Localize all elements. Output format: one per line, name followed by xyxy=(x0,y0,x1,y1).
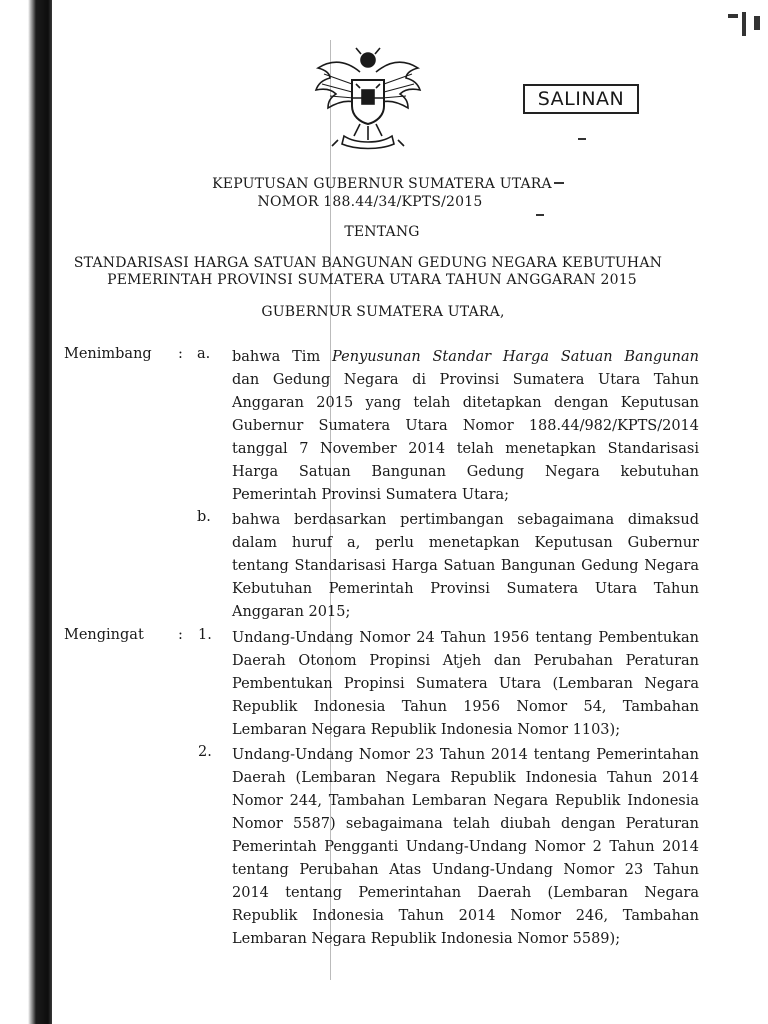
tentang-heading: TENTANG xyxy=(344,224,420,240)
paragraph-line: Daerah Otonom Propinsi Atjeh dan Perubahan Peraturan xyxy=(232,653,699,669)
paragraph-line: Nomor 244, Tambahan Lembaran Negara Republik Indonesia xyxy=(232,793,699,809)
subject-line-2: PEMERINTAH PROVINSI SUMATERA UTARA TAHUN ANGGARAN 2015 xyxy=(107,272,637,288)
garuda-emblem-icon xyxy=(308,40,428,152)
paragraph-line: Lembaran Negara Republik Indonesia Nomor 1103); xyxy=(232,722,621,738)
scan-speck xyxy=(728,14,738,18)
paragraph-line: Daerah (Lembaran Negara Republik Indonesia Tahun 2014 xyxy=(232,770,699,786)
paragraph-line: Nomor 5587) sebagaimana telah diubah dengan Peraturan xyxy=(232,816,699,832)
paragraph-line: dalam huruf a, perlu menetapkan Keputusan Gubernur xyxy=(232,535,699,551)
scan-speck xyxy=(742,12,746,36)
decree-title: KEPUTUSAN GUBERNUR SUMATERA UTARA xyxy=(212,176,552,192)
paragraph-line: Kebutuhan Pemerintah Provinsi Sumatera Utara Tahun xyxy=(232,581,699,597)
paragraph-line xyxy=(232,346,699,369)
scan-speck xyxy=(754,16,760,30)
paragraph-line: Anggaran 2015 yang telah ditetapkan dengan Keputusan xyxy=(232,395,699,411)
mengingat-label: Mengingat xyxy=(64,627,144,643)
paragraph-line: Republik Indonesia Tahun 2014 Nomor 246, Tambahan xyxy=(232,908,699,924)
paragraph-line: tentang Standarisasi Harga Satuan Bangunan Gedung Negara xyxy=(232,558,699,574)
mengingat-item-2 xyxy=(232,744,699,951)
paragraph-line: tentang Perubahan Atas Undang-Undang Nomor 23 Tahun xyxy=(232,862,699,878)
subject-line-1: STANDARISASI HARGA SATUAN BANGUNAN GEDUNG NEGARA KEBUTUHAN xyxy=(73,255,663,271)
scan-dark-edge xyxy=(0,0,52,1024)
scan-speck xyxy=(536,214,544,216)
paragraph-line: 2014 tentang Pemerintahan Daerah (Lembaran Negara xyxy=(232,885,699,901)
paragraph-line: bahwa berdasarkan pertimbangan sebagaimana dimaksud xyxy=(232,512,699,528)
item-marker: 2. xyxy=(198,744,212,760)
menimbang-colon: : xyxy=(178,346,183,362)
paragraph-line: Pemerintah Pengganti Undang-Undang Nomor 2 Tahun 2014 xyxy=(232,839,699,855)
paragraph-line: Lembaran Negara Republik Indonesia Nomor 5589); xyxy=(232,931,621,947)
menimbang-item-a xyxy=(232,346,699,507)
menimbang-item-b xyxy=(232,509,699,624)
mengingat-colon: : xyxy=(178,627,183,643)
line-text: bahwa Tim Penyusunan Standar Harga Satuan Bangunan xyxy=(232,349,699,365)
paragraph-line: Harga Satuan Bangunan Gedung Negara kebutuhan xyxy=(232,464,699,480)
paragraph-line: Pemerintah Provinsi Sumatera Utara; xyxy=(232,487,510,503)
scan-speck xyxy=(578,138,586,140)
salinan-stamp: SALINAN xyxy=(523,84,639,114)
item-marker: b. xyxy=(197,509,211,525)
team-name-italic: Penyusunan Standar Harga Satuan Bangunan xyxy=(332,349,699,365)
mengingat-item-1 xyxy=(232,627,699,742)
authority-heading: GUBERNUR SUMATERA UTARA, xyxy=(261,304,505,320)
paragraph-line: Gubernur Sumatera Utara Nomor 188.44/982/KPTS/2014 xyxy=(232,418,699,434)
decree-number: NOMOR 188.44/34/KPTS/2015 xyxy=(257,194,483,210)
paragraph-line: dan Gedung Negara di Provinsi Sumatera Utara Tahun xyxy=(232,372,699,388)
menimbang-label: Menimbang xyxy=(64,346,152,362)
paragraph-line: Undang-Undang Nomor 24 Tahun 1956 tentang Pembentukan xyxy=(232,630,699,646)
item-marker: 1. xyxy=(198,627,212,643)
paragraph-line: Republik Indonesia Tahun 1956 Nomor 54, Tambahan xyxy=(232,699,699,715)
item-marker: a. xyxy=(197,346,211,362)
paragraph-line: Pembentukan Propinsi Sumatera Utara (Lembaran Negara xyxy=(232,676,699,692)
paragraph-line: tanggal 7 November 2014 telah menetapkan Standarisasi xyxy=(232,441,699,457)
paragraph-line: Undang-Undang Nomor 23 Tahun 2014 tentang Pemerintahan xyxy=(232,747,699,763)
paragraph-line: Anggaran 2015; xyxy=(232,604,351,620)
